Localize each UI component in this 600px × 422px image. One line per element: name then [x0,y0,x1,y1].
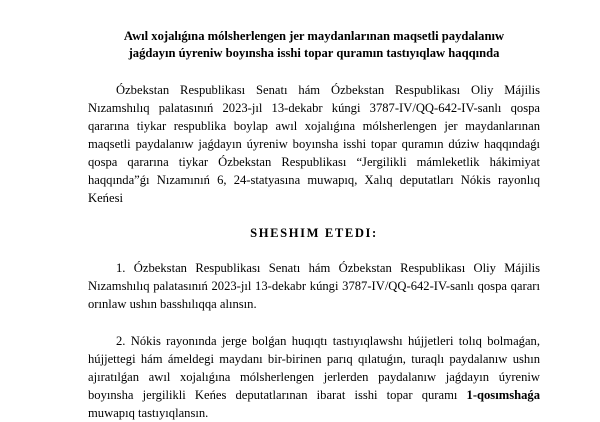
decision-item-1: 1. Ózbekstan Respublikası Senatı hám Ózbekstan Respublikası Oliy Májilis Nızamshılıq palatasınıń 2023-jıl 13-dekabr kúngi 3787-IV/QQ-642-IV-sanlı qospa qararı orınlaw ushın basshılıqqa alınsın. [88,261,540,311]
title-line-2: jaǵdayın úyreniw boyınsha isshi topar quramın tastıyıqlaw haqqında [128,46,500,60]
item-2-text: 2. Nókis rayonında jerge bolǵan huqıqtı tastıyıqlawshı hújjetleri tolıq bolmaǵan, hújjettegi hám ámeldegi maydanı bir-birinen parıq qılatuǵın, turaqlı paydalanıw ushın ajıratılǵan awıl xojalıǵına mólsherlengen jerlerden paydalanıw jaǵdayın úyreniw boyınsha jergilikli Keńes deputatlarınan ibarat isshi topar quramı [88,334,540,402]
decision-item-2 [88,332,540,422]
document-title [82,28,546,62]
title-line-1: Awıl xojalıǵına mólsherlengen jer maydanlarınan maqsetli paydalanıw [123,29,505,43]
decision-heading: SHESHIM ETEDI: [250,226,378,240]
item-2-tail: muwapıq tastıyıqlansın. [88,406,209,420]
attachment-reference: 1-qosımshaǵa [466,388,540,402]
intro-paragraph: Ózbekstan Respublikası Senatı hám Ózbekstan Respublikası Oliy Májilis Nızamshılıq palatasınıń 2023-jıl 13-dekabr kúngi 3787-IV/QQ-642-IV-sanlı qospa qararına tiykar respublika boylap awıl xojalıǵına mólsherlengen jer maydanlarınan maqsetli paydalanıw jaǵdayın úyreniw boyınsha isshi topar quramın dúziw haqqındaǵı qospa qararına tiykar Ózbekstan Respublikası “Jergilikli mámleketlik hákimiyat haqqında”ǵı Nızamınıń 6, 24-statyasına muwapıq, Xalıq deputatları Nókis rayonlıq Keńesi [88,83,540,205]
